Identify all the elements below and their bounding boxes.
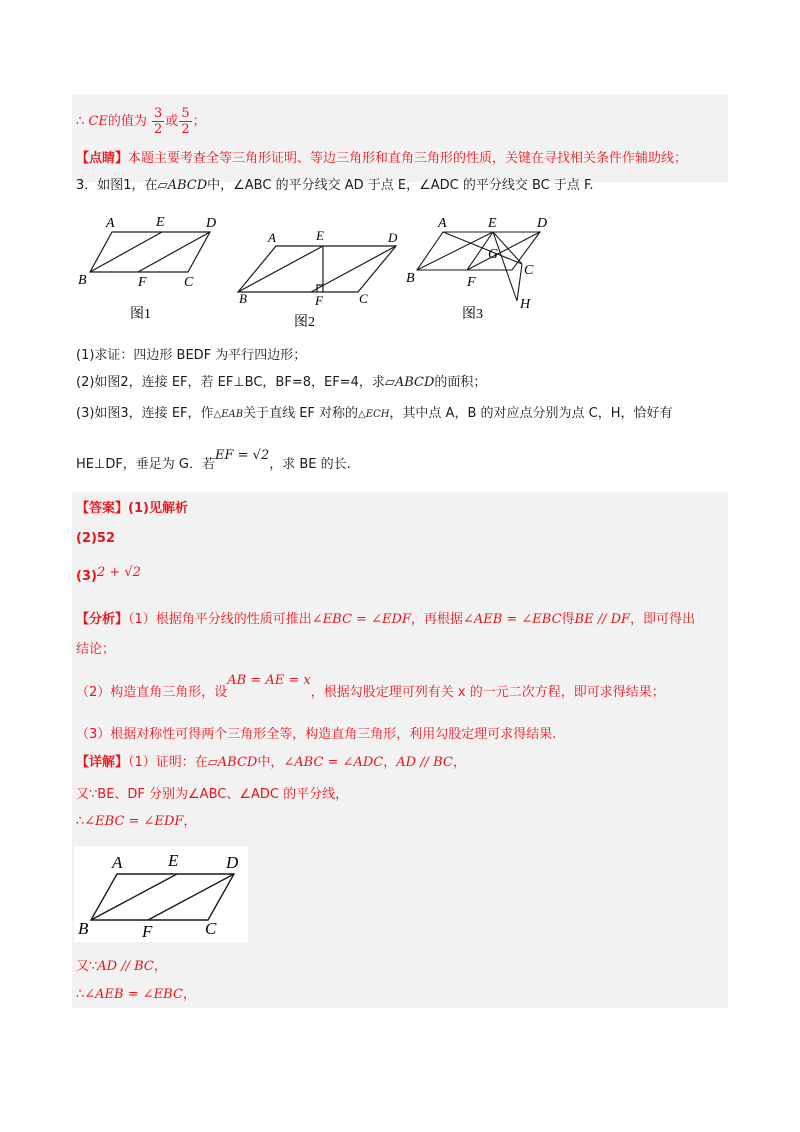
analysis-line-4: （3）根据对称性可得两个三角形全等，构造直角三角形，利用勾股定理可求得结果. bbox=[76, 727, 557, 742]
fig1-caption: 图1 bbox=[130, 307, 151, 322]
fig1-label-e: E bbox=[156, 215, 165, 230]
fig2-label-b: B bbox=[239, 291, 247, 306]
detail-line-2: 又∵BE、DF 分别为∠ABC、∠ADC 的平分线， bbox=[76, 787, 349, 802]
detail-fig-label-e: E bbox=[168, 851, 179, 870]
fig3-label-d: D bbox=[537, 216, 548, 231]
question-3-line-1: (3)如图3，连接 EF，作△EAB关于直线 EF 对称的△ECH，其中点 A，B 的对应点分别为点 C，H，恰好有 bbox=[76, 406, 673, 421]
fig2-label-c: C bbox=[359, 291, 368, 306]
fig3-label-e: E bbox=[488, 216, 497, 231]
fig2-label-a: A bbox=[268, 230, 276, 245]
fig3-label-a: A bbox=[438, 216, 447, 231]
question-3-line-2: HE⊥DF，垂足为 G．若EF = √2，求 BE 的长. bbox=[76, 448, 351, 472]
fig2-label-f: F bbox=[315, 293, 323, 308]
dianjing-line: 【点睛】本题主要考查全等三角形证明、等边三角形和直角三角形的性质，关键在寻找相关条件作辅助线； bbox=[76, 151, 688, 166]
fig2-label-d: D bbox=[388, 230, 398, 245]
answer-line-3: (3)2 + √2 bbox=[76, 565, 141, 584]
answer-line-2: (2)52 bbox=[76, 531, 116, 546]
figure-2 bbox=[236, 225, 406, 335]
ce-value-line: ∴ CE的值为 $\frac{3}{2}$ 或 $\frac{5}{2}$ ； bbox=[76, 106, 206, 137]
detail-fig-label-f: F bbox=[142, 922, 153, 941]
detail-line-3: ∴∠EBC = ∠EDF， bbox=[76, 814, 197, 829]
detail-fig-label-d: D bbox=[226, 853, 239, 872]
detail-fig-label-b: B bbox=[78, 919, 89, 938]
fig3-label-c: C bbox=[524, 263, 534, 278]
fig3-label-f: F bbox=[467, 275, 476, 290]
detail-figure bbox=[74, 846, 248, 942]
detail-line-5: ∴∠AEB = ∠EBC， bbox=[76, 987, 196, 1002]
fig1-label-b: B bbox=[78, 273, 87, 288]
figure-3 bbox=[404, 210, 554, 322]
detail-fig-label-c: C bbox=[205, 919, 217, 938]
detail-line-4: 又∵AD // BC， bbox=[76, 959, 167, 974]
detail-fig-label-a: A bbox=[112, 853, 123, 872]
fig1-label-c: C bbox=[184, 275, 194, 290]
analysis-line-1: 【分析】（1）根据角平分线的性质可推出∠EBC = ∠EDF，再根据∠AEB = ∠EBC得BE // DF，即可得出 bbox=[76, 612, 696, 627]
fig3-label-g: G bbox=[488, 247, 499, 262]
fraction-5-2: $\frac{5}{2}$ bbox=[181, 106, 190, 137]
fraction-3-2: $\frac{3}{2}$ bbox=[154, 106, 163, 137]
fig1-label-a: A bbox=[106, 216, 115, 231]
figure-1 bbox=[76, 210, 226, 325]
fig1-label-d: D bbox=[206, 216, 217, 231]
fig3-label-b: B bbox=[406, 271, 415, 286]
fig3-label-h: H bbox=[520, 297, 531, 312]
fig1-label-f: F bbox=[138, 275, 147, 290]
problem-stem: 3．如图1，在▱ABCD中，∠ABC 的平分线交 AD 于点 E，∠ADC 的平分线交 BC 于点 F. bbox=[76, 178, 594, 193]
answer-line-1: 【答案】(1)见解析 bbox=[76, 501, 188, 516]
question-2: (2)如图2，连接 EF，若 EF⊥BC，BF=8，EF=4，求▱ABCD的面积； bbox=[76, 375, 487, 390]
question-1: (1)求证：四边形 BEDF 为平行四边形； bbox=[76, 348, 307, 363]
fig2-label-e: E bbox=[316, 228, 324, 243]
detail-line-1: 【详解】（1）证明：在▱ABCD中，∠ABC = ∠ADC，AD // BC， bbox=[76, 755, 466, 770]
analysis-line-3: （2）构造直角三角形，设AB = AE = x，根据勾股定理可列有关 x 的一元二次方程，即可求得结果； bbox=[76, 673, 665, 700]
fig3-caption: 图3 bbox=[462, 307, 483, 322]
fig2-caption: 图2 bbox=[294, 315, 315, 330]
analysis-line-2: 结论； bbox=[76, 642, 116, 657]
